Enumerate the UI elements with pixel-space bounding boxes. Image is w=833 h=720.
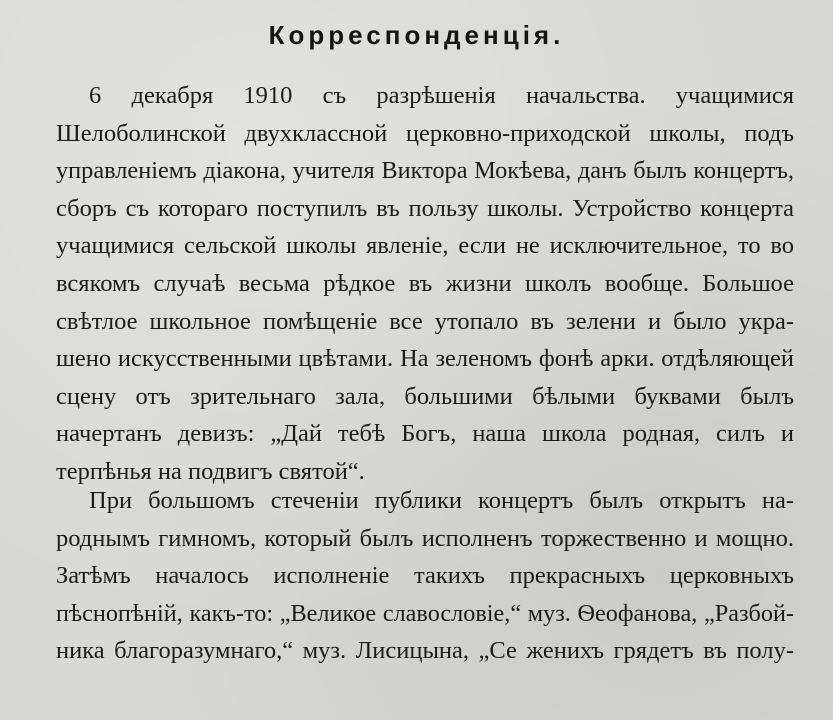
text-line: шено искусственными цвѣтами. На зеленомъ фонѣ арки. отдѣляющей (56, 345, 794, 373)
text-line: пѣснопѣній, какъ-то: „Великое славословіе,“ муз. Ѳеофанова, „Разбой- (56, 599, 794, 627)
text-line: терпѣнья на подвигъ святой“. (56, 457, 365, 485)
text-line: начертанъ девизъ: „Дай тебѣ Богъ, наша школа родная, силъ и (56, 420, 794, 448)
text-line: Шелоболинской двухклассной церковно-приходской школы, подъ (56, 119, 794, 147)
text-line: 6 декабря 1910 съ разрѣшенія начальства. учащимися (89, 82, 794, 109)
text-line: управленіемъ діакона, учителя Виктора Мокѣева, данъ былъ концертъ, (56, 157, 794, 185)
text-line: сцену отъ зрительнаго зала, большими бѣлыми буквами былъ (56, 382, 794, 410)
text-line: При большомъ стеченіи публики концертъ былъ открытъ на- (89, 487, 794, 514)
text-line: всякомъ случаѣ весьма рѣдкое въ жизни школъ вообще. Большое (56, 269, 794, 297)
text-line: сборъ съ котораго поступилъ въ пользу школы. Устройство концерта (56, 194, 794, 222)
text-line: свѣтлое школьное помѣщеніе все утопало въ зелени и было укра- (56, 307, 794, 335)
text-line: Затѣмъ началось исполненіе такихъ прекрасныхъ церковныхъ (56, 562, 794, 590)
text-line: роднымъ гимномъ, который былъ исполненъ торжественно и мощно. (56, 524, 794, 552)
paragraph-1 (56, 77, 794, 491)
paragraph-2 (56, 482, 794, 670)
text-line: ника благоразумнаго,“ муз. Лисицына, „Се женихъ грядетъ въ полу- (56, 637, 794, 665)
page-title: Корреспонденція. (268, 20, 565, 50)
text-line: учащимися сельской школы явленіе, если не исключительное, то во (56, 232, 794, 260)
